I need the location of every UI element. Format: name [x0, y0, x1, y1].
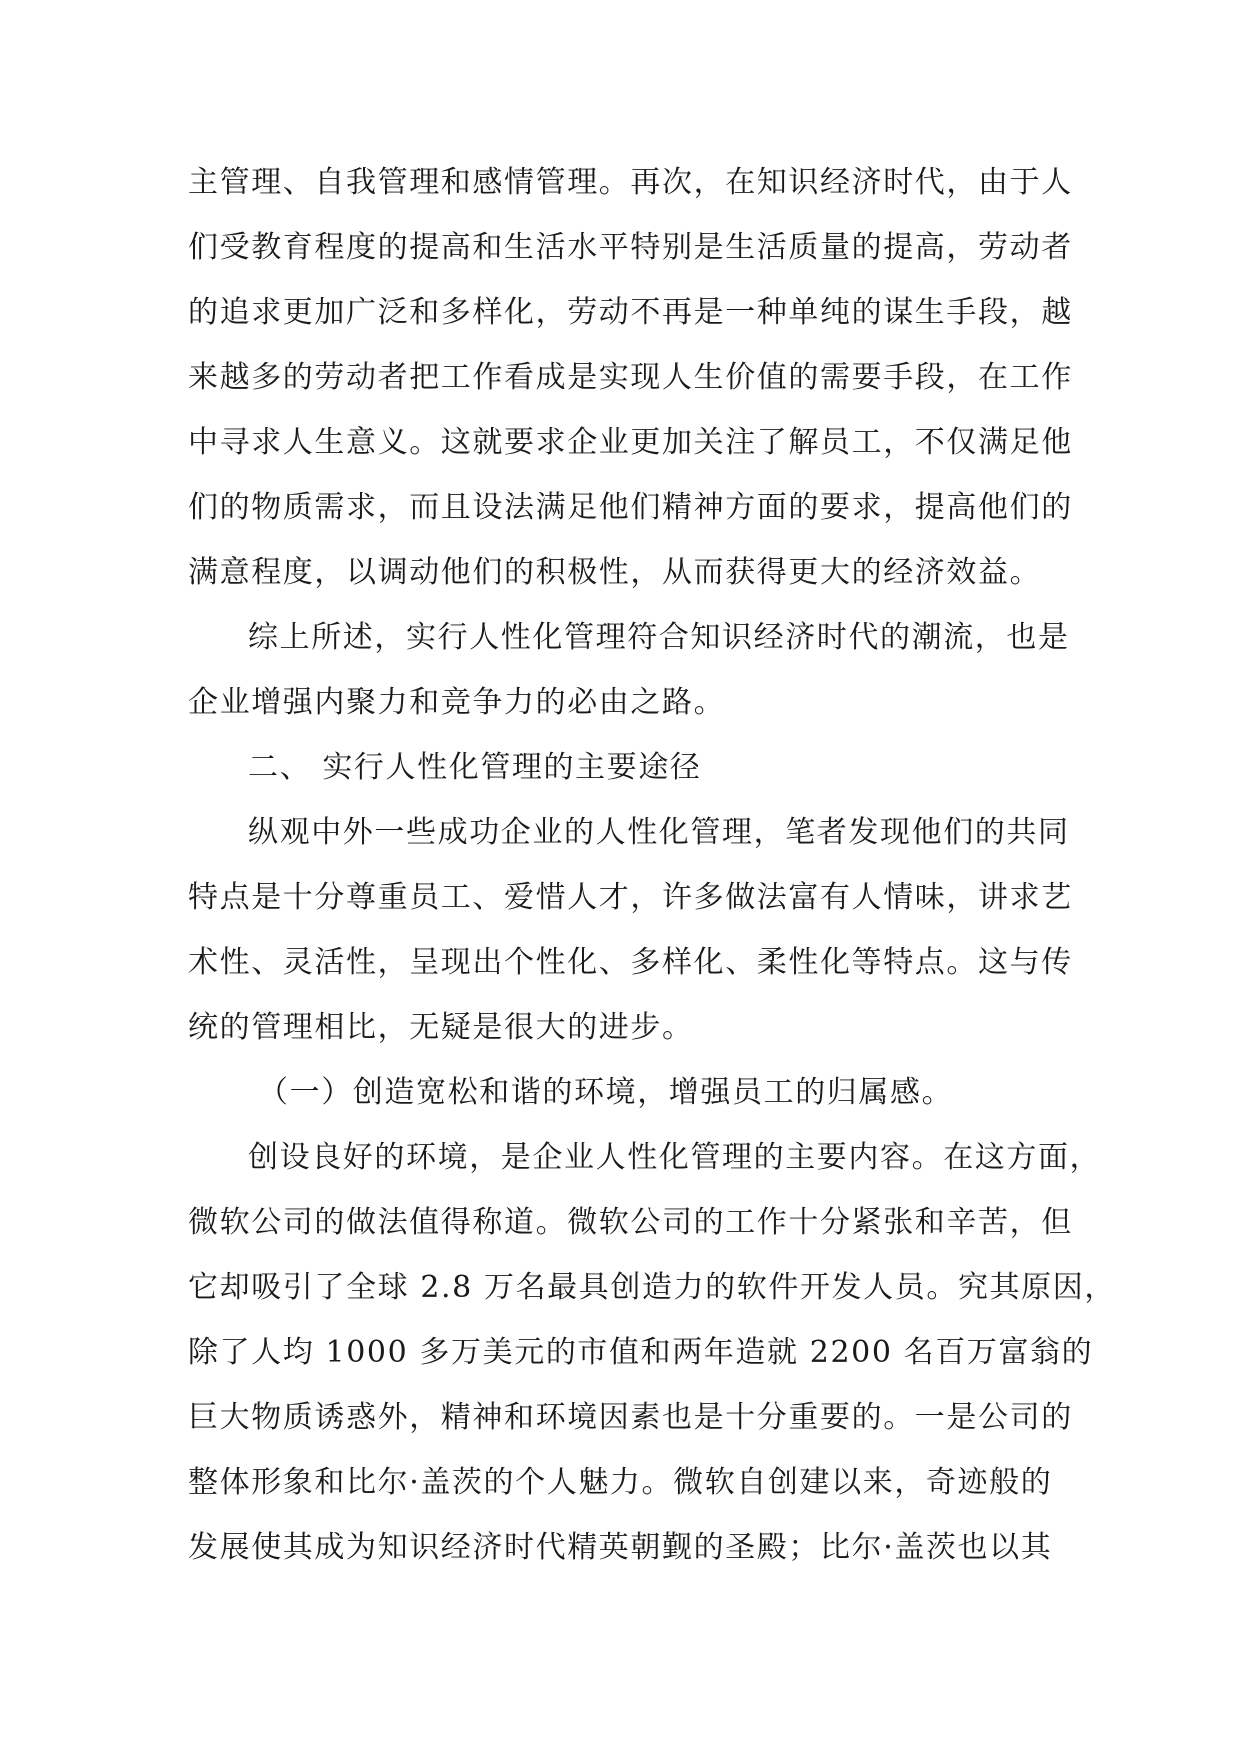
- text-line: 发展使其成为知识经济时代精英朝觐的圣殿；比尔·盖茨也以其: [188, 1530, 1053, 1565]
- text-line: 术性、灵活性，呈现出个性化、多样化、柔性化等特点。这与传: [188, 945, 1073, 980]
- paragraph-first-line: 创设良好的环境，是企业人性化管理的主要内容。在这方面，: [248, 1140, 1102, 1175]
- text-line: 巨大物质诱惑外，精神和环境因素也是十分重要的。一是公司的: [188, 1400, 1073, 1435]
- text-line: 整体形象和比尔·盖茨的个人魅力。微软自创建以来，奇迹般的: [188, 1465, 1053, 1500]
- text-line: 满意程度，以调动他们的积极性，从而获得更大的经济效益。: [188, 555, 1042, 590]
- text-line: 们的物质需求，而且设法满足他们精神方面的要求，提高他们的: [188, 490, 1073, 525]
- text-line: 微软公司的做法值得称道。微软公司的工作十分紧张和辛苦，但: [188, 1205, 1073, 1240]
- text-line: 除了人均 1000 多万美元的市值和两年造就 2200 名百万富翁的: [188, 1335, 1094, 1370]
- subsection-heading: （一）创造宽松和谐的环境，增强员工的归属感。: [258, 1075, 954, 1110]
- paragraph-first-line: 综上所述，实行人性化管理符合知识经济时代的潮流，也是: [248, 620, 1070, 655]
- text-line: 特点是十分尊重员工、爱惜人才，许多做法富有人情味，讲求艺: [188, 880, 1073, 915]
- text-line: 们受教育程度的提高和生活水平特别是生活质量的提高，劳动者: [188, 230, 1073, 265]
- text-line: 企业增强内聚力和竞争力的必由之路。: [188, 685, 726, 720]
- paragraph-first-line: 纵观中外一些成功企业的人性化管理，笔者发现他们的共同: [248, 815, 1070, 850]
- section-heading: 二、 实行人性化管理的主要途径: [248, 750, 702, 785]
- text-line: 的追求更加广泛和多样化，劳动不再是一种单纯的谋生手段，越: [188, 295, 1073, 330]
- text-line: 中寻求人生意义。这就要求企业更加关注了解员工，不仅满足他: [188, 425, 1073, 460]
- text-line: 来越多的劳动者把工作看成是实现人生价值的需要手段，在工作: [188, 360, 1073, 395]
- text-line: 主管理、自我管理和感情管理。再次，在知识经济时代，由于人: [188, 165, 1073, 200]
- text-line: 它却吸引了全球 2.8 万名最具创造力的软件开发人员。究其原因，: [188, 1270, 1116, 1305]
- text-line: 统的管理相比，无疑是很大的进步。: [188, 1010, 694, 1045]
